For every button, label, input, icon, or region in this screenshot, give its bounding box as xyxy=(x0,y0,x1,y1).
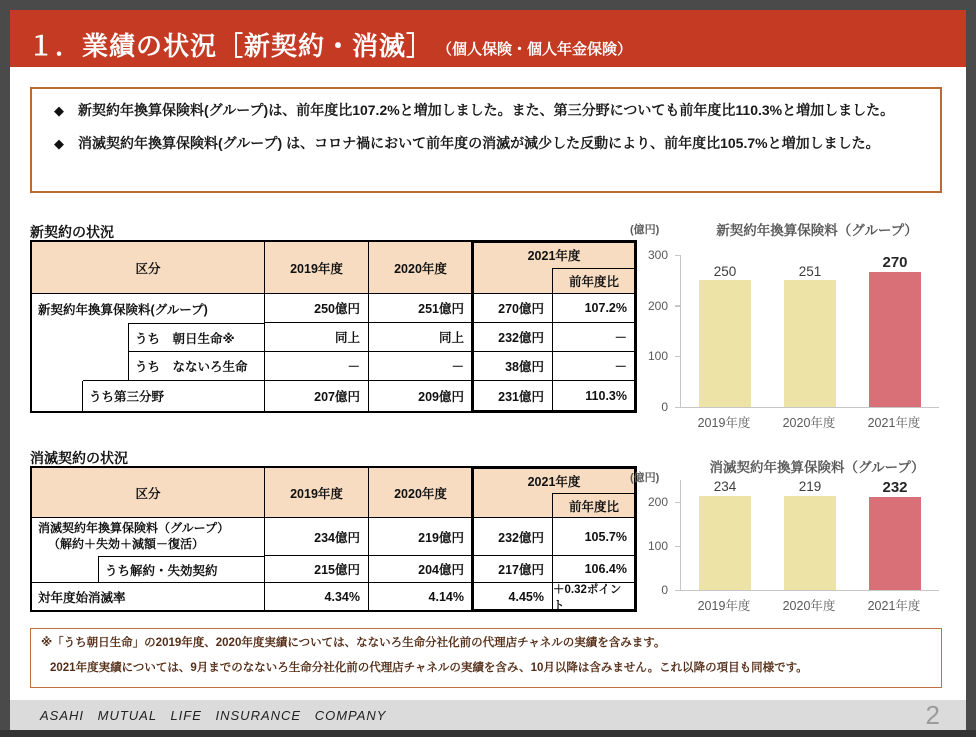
table-cell: 231億円 xyxy=(473,381,553,411)
lapsed-contracts-section-title: 消滅契約の状況 xyxy=(30,450,128,466)
x-axis-labels xyxy=(680,596,938,614)
table-cell: － xyxy=(369,352,473,381)
y-axis-unit-label: (億円) xyxy=(630,224,660,236)
summary-box xyxy=(30,87,942,193)
y-tick: 0 xyxy=(661,400,668,414)
table-row-label: うち 朝日生命※ xyxy=(129,323,265,352)
y-axis xyxy=(622,480,680,597)
table-cell: － xyxy=(553,323,635,352)
diamond-bullet-icon: ◆ xyxy=(54,135,64,151)
table-cell: 105.7% xyxy=(553,518,635,556)
x-tick-label: 2021年度 xyxy=(867,416,921,430)
table-row-label-line2: （解約＋失効＋減額－復活） xyxy=(48,537,205,551)
x-axis-labels xyxy=(680,413,938,431)
column-header-spacer xyxy=(473,268,553,294)
column-header-yoy: 前年度比 xyxy=(553,268,635,294)
column-header-category: 区分 xyxy=(32,242,265,294)
chart-title: 新契約年換算保険料（グループ） xyxy=(716,223,918,238)
table-cell: 217億円 xyxy=(473,556,553,583)
bar-value-label: 270 xyxy=(882,254,908,271)
y-axis xyxy=(622,248,680,414)
plot-area xyxy=(680,255,939,408)
table-indent-spacer xyxy=(32,556,99,583)
new-contracts-section-title: 新契約の状況 xyxy=(30,224,114,240)
table-cell: 215億円 xyxy=(265,556,369,583)
table-cell: 234億円 xyxy=(265,518,369,556)
column-header-spacer xyxy=(473,493,553,518)
y-tick: 300 xyxy=(647,248,668,262)
page-number: 2 xyxy=(925,700,940,730)
table-row-label: うち第三分野 xyxy=(83,381,265,411)
table-cell: 107.2% xyxy=(553,294,635,323)
column-header-2019: 2019年度 xyxy=(265,242,369,294)
new-contracts-table xyxy=(30,240,637,413)
bar-group-2019 xyxy=(699,255,751,407)
table-row-label: 対年度始消滅率 xyxy=(32,583,265,610)
summary-bullet-text: 新契約年換算保険料(グループ)は、前年度比107.2%と増加しました。また、第三分野についても前年度比110.3%と増加しました。 xyxy=(78,102,895,118)
table-row-label: 新契約年換算保険料(グループ) xyxy=(32,294,265,323)
lapsed-contracts-chart xyxy=(622,452,962,630)
bar xyxy=(784,280,836,407)
column-header-2021: 2021年度 xyxy=(473,242,635,268)
footnote-line-2: 2021年度実績については、9月までのなないろ生命分社化前の代理店チャネルの実績を含み、10月以降は含みません。これ以降の項目も同様です。 xyxy=(50,661,808,674)
table-cell: 4.34% xyxy=(265,583,369,610)
table-cell: 204億円 xyxy=(369,556,473,583)
bar xyxy=(699,280,751,407)
table-cell: 110.3% xyxy=(553,381,635,411)
bar-group-2020 xyxy=(784,480,836,590)
table-cell: ＋0.32ポイント xyxy=(553,583,635,610)
x-tick-label: 2021年度 xyxy=(867,599,921,613)
summary-bullet-text: 消滅契約年換算保険料(グループ) は、コロナ禍において前年度の消滅が減少した反動により、前年度比105.7%と増加しました。 xyxy=(78,134,880,151)
bar-group-2021 xyxy=(869,255,921,407)
y-tick: 0 xyxy=(661,583,668,597)
table-indent-spacer xyxy=(32,352,83,381)
table-cell: 同上 xyxy=(265,323,369,352)
bar xyxy=(869,497,921,590)
y-tick: 100 xyxy=(647,349,668,364)
y-tick: 200 xyxy=(647,298,668,313)
bar-group-2019 xyxy=(699,480,751,590)
diamond-bullet-icon: ◆ xyxy=(54,103,64,118)
summary-bullet-1 xyxy=(46,100,922,122)
table-cell: 219億円 xyxy=(369,518,473,556)
bar xyxy=(869,272,921,407)
y-tick: 200 xyxy=(647,495,668,509)
table-cell: 4.45% xyxy=(473,583,553,610)
bar-group-2020 xyxy=(784,255,836,407)
slide-footer-bar xyxy=(10,700,966,730)
bar-value-label: 234 xyxy=(713,479,737,494)
table-cell: 232億円 xyxy=(473,518,553,556)
bar xyxy=(699,496,751,591)
column-header-2021: 2021年度 xyxy=(473,468,635,493)
table-row-label: うち解約・失効契約 xyxy=(99,556,265,583)
bar-value-label: 219 xyxy=(798,479,822,494)
slide-header-bar xyxy=(10,10,966,67)
bar-value-label: 251 xyxy=(798,263,822,279)
table-cell: 270億円 xyxy=(473,294,553,323)
column-header-2019: 2019年度 xyxy=(265,468,369,518)
table-cell: 38億円 xyxy=(473,352,553,381)
table-cell: 4.14% xyxy=(369,583,473,610)
bar-value-label: 232 xyxy=(882,479,908,496)
column-header-2020: 2020年度 xyxy=(369,242,473,294)
table-row-label: うち なないろ生命 xyxy=(129,352,265,381)
bar xyxy=(784,496,836,591)
company-name: ASAHI MUTUAL LIFE INSURANCE COMPANY xyxy=(40,707,387,723)
column-header-yoy: 前年度比 xyxy=(553,493,635,518)
plot-area xyxy=(680,480,939,591)
bar-series xyxy=(681,255,939,407)
x-tick-label: 2019年度 xyxy=(697,599,751,613)
page-title: １．業績の状況［新契約・消滅］ xyxy=(28,31,434,61)
page-subtitle: （個人保険・個人年金保険） xyxy=(437,41,633,58)
column-header-2020: 2020年度 xyxy=(369,468,473,518)
bar-value-label: 250 xyxy=(713,263,737,279)
table-cell: 同上 xyxy=(369,323,473,352)
table-cell: － xyxy=(265,352,369,381)
presentation-slide xyxy=(10,10,966,730)
new-contracts-chart xyxy=(622,215,962,447)
table-indent-spacer xyxy=(32,323,129,352)
table-indent-spacer xyxy=(83,352,129,381)
y-tick: 100 xyxy=(647,539,668,553)
y-axis-unit-label: (億円) xyxy=(630,472,660,484)
table-cell: － xyxy=(553,352,635,381)
chart-title: 消滅契約年換算保険料（グループ） xyxy=(709,460,925,475)
bar-group-2021 xyxy=(869,480,921,590)
footnote-box xyxy=(30,628,942,688)
table-cell: 207億円 xyxy=(265,381,369,411)
table-indent-spacer xyxy=(32,381,83,411)
x-tick-label: 2020年度 xyxy=(782,599,836,613)
table-row-label-line1: 消滅契約年換算保険料（グループ） xyxy=(38,521,230,536)
x-tick-label: 2019年度 xyxy=(697,416,751,430)
footnote-line-1: ※「うち朝日生命」の2019年度、2020年度実績については、なないろ生命分社化前の代理店チャネルの実績を含みます。 xyxy=(41,637,666,649)
frame-bottom-band xyxy=(0,730,976,737)
bar-series xyxy=(681,480,939,590)
table-row-label xyxy=(32,518,265,556)
table-cell: 232億円 xyxy=(473,323,553,352)
table-cell: 209億円 xyxy=(369,381,473,411)
table-cell: 251億円 xyxy=(369,294,473,323)
x-tick-label: 2020年度 xyxy=(782,416,836,430)
table-cell: 250億円 xyxy=(265,294,369,323)
table-cell: 106.4% xyxy=(553,556,635,583)
lapsed-contracts-table xyxy=(30,466,637,612)
column-header-category: 区分 xyxy=(32,468,265,518)
summary-bullet-2 xyxy=(46,133,922,155)
